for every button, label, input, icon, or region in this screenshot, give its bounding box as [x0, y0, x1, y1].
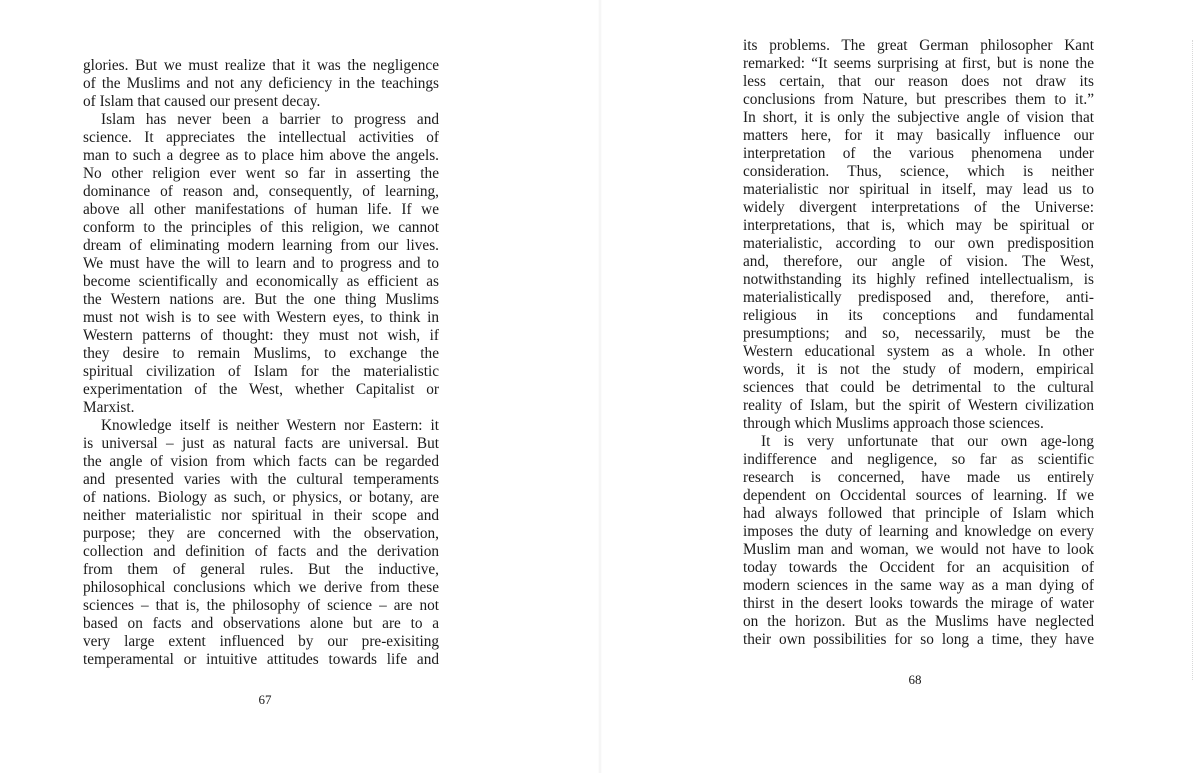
right-page-text-line: remarked: “It seems surprising at first, but is none the: [743, 55, 1094, 72]
left-page-text-line: very large extent influenced by our pre-exisiting: [83, 633, 439, 650]
left-page-text-line: they desire to remain Muslims, to exchange the: [83, 345, 439, 362]
left-page-text-line: based on facts and observations alone but are to a: [83, 615, 439, 632]
left-page-text-line: of the Muslims and not any deficiency in the teachings: [83, 75, 439, 92]
right-page-text-line: had always followed that principle of Islam which: [743, 505, 1094, 522]
right-page-text-line: consideration. Thus, science, which is neither: [743, 163, 1094, 180]
left-page-text: [83, 57, 439, 669]
left-page-text-line: philosophical conclusions which we derive from these: [83, 579, 439, 596]
right-page-text-line: In short, it is only the subjective angle of vision that: [743, 109, 1094, 126]
right-page-text-line: interpretations, that is, which may be spiritual or: [743, 217, 1094, 234]
left-page-text-line: science. It appreciates the intellectual activities of: [83, 129, 439, 146]
page-edge: [1192, 40, 1195, 680]
left-page-text-line: We must have the will to learn and to progress and to: [83, 255, 439, 272]
left-page-text-line: from them of general rules. But the inductive,: [83, 561, 439, 578]
left-page-text-line: dominance of reason and, consequently, of learning,: [83, 183, 439, 200]
right-page-text-line: interpretation of the various phenomena under: [743, 145, 1094, 162]
right-page-text-line: less certain, that our reason does not draw its: [743, 73, 1094, 90]
right-page-text-line: thirst in the desert looks towards the mirage of water: [743, 595, 1094, 612]
right-page-text-line: through which Muslims approach those sciences.: [743, 415, 1044, 432]
left-page-text-line: conform to the principles of this religion, we cannot: [83, 219, 439, 236]
left-page-text-line: dream of eliminating modern learning from our lives.: [83, 237, 439, 254]
left-page-text-line: spiritual civilization of Islam for the materialistic: [83, 363, 439, 380]
left-page-text-line: purpose; they are concerned with the observation,: [83, 525, 439, 542]
right-page-text-line: materialistic, according to our own predisposition: [743, 235, 1094, 252]
left-page-text-line: the Western nations are. But the one thing Muslims: [83, 291, 439, 308]
right-page-text-line: matters here, for it may basically influence our: [743, 127, 1094, 144]
left-page-text-line: temperamental or intuitive attitudes towards life and: [83, 651, 439, 668]
right-page-text-line: conclusions from Nature, but prescribes them to it.”: [743, 91, 1094, 108]
left-page-text-line: glories. But we must realize that it was the negligence: [83, 57, 439, 74]
left-page-text-line: No other religion ever went so far in asserting the: [83, 165, 439, 182]
left-page-text-line: Marxist.: [83, 399, 135, 416]
left-page-text-line: Knowledge itself is neither Western nor Eastern: it: [101, 417, 439, 434]
left-page-text-line: experimentation of the West, whether Capitalist or: [83, 381, 439, 398]
right-page-text-line: modern sciences in the same way as a man dying of: [743, 577, 1094, 594]
left-page-text-line: Islam has never been a barrier to progress and: [101, 111, 439, 128]
left-page-text-line: the angle of vision from which facts can be regarded: [83, 453, 439, 470]
left-page-text-line: and presented varies with the cultural temperaments: [83, 471, 439, 488]
right-page: [600, 0, 1200, 773]
right-page-text-line: sciences that could be detrimental to the cultural: [743, 379, 1094, 396]
right-page-text-line: notwithstanding its highly refined intellectualism, is: [743, 271, 1094, 288]
left-page-text-line: is universal – just as natural facts are universal. But: [83, 435, 439, 452]
right-page-text-line: dependent on Occidental sources of learning. If we: [743, 487, 1094, 504]
right-page-text-line: words, it is not the study of modern, empirical: [743, 361, 1094, 378]
right-page-text: [743, 37, 1094, 649]
right-page-text-line: indifference and negligence, so far as scientific: [743, 451, 1094, 468]
right-page-text-line: Muslim man and woman, we would not have to look: [743, 541, 1094, 558]
left-page-text-line: must not wish is to see with Western eyes, to think in: [83, 309, 439, 326]
right-page-text-line: imposes the duty of learning and knowledge on every: [743, 523, 1094, 540]
right-page-text-line: their own possibilities for so long a time, they have: [743, 631, 1094, 648]
right-page-text-line: on the horizon. But as the Muslims have neglected: [743, 613, 1094, 630]
right-page-text-line: materialistically predisposed and, therefore, anti-: [743, 289, 1094, 306]
right-page-text-line: materialistic nor spiritual in itself, may lead us to: [743, 181, 1094, 198]
page-number-right: 68: [908, 672, 922, 687]
right-page-text-line: widely divergent interpretations of the Universe:: [743, 199, 1094, 216]
left-page-text-line: above all other manifestations of human life. If we: [83, 201, 439, 218]
left-page-text-line: Western patterns of thought: they must not wish, if: [83, 327, 439, 344]
page-number-left: 67: [258, 692, 272, 707]
right-page-text-line: and, therefore, our angle of vision. The West,: [743, 253, 1094, 270]
right-page-text-line: today towards the Occident for an acquisition of: [743, 559, 1094, 576]
right-page-text-line: Western educational system as a whole. In other: [743, 343, 1094, 360]
right-page-text-line: research is concerned, have made us entirely: [743, 469, 1094, 486]
left-page-text-line: of nations. Biology as such, or physics, or botany, are: [83, 489, 439, 506]
right-page-text-line: religious in its conceptions and fundamental: [743, 307, 1094, 324]
right-page-text-line: reality of Islam, but the spirit of Western civilization: [743, 397, 1094, 414]
left-page-text-line: neither materialistic nor spiritual in their scope and: [83, 507, 439, 524]
left-page-text-line: become scientifically and economically as efficient as: [83, 273, 439, 290]
left-page-text-line: collection and definition of facts and the derivation: [83, 543, 439, 560]
left-page-text-line: of Islam that caused our present decay.: [83, 93, 321, 110]
left-page-text-line: man to such a degree as to place him above the angels.: [83, 147, 439, 164]
right-page-text-line: It is very unfortunate that our own age-long: [761, 433, 1094, 450]
left-page-text-line: sciences – that is, the philosophy of science – are not: [83, 597, 439, 614]
right-page-text-line: presumptions; and so, necessarily, must be the: [743, 325, 1094, 342]
right-page-text-line: its problems. The great German philosopher Kant: [743, 37, 1094, 54]
